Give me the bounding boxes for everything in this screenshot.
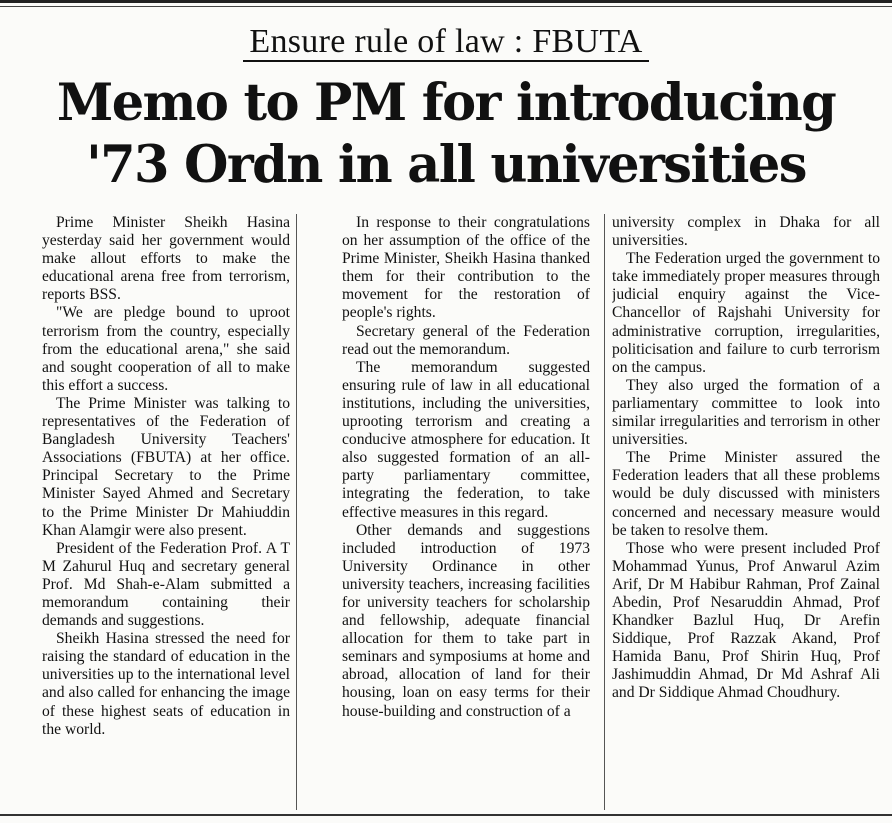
article-column-3: [612, 214, 880, 812]
article-column-2: [342, 214, 590, 812]
paragraph: In response to their congratulations on her assumption of the office of the Prime Minister, Sheikh Hasina thanked them for their contribution to the movement for the restoration of people's rights.: [342, 214, 590, 322]
article-body: [42, 214, 882, 812]
bottom-border-rule: [0, 814, 892, 816]
paragraph-continued: university complex in Dhaka for all universities.: [612, 214, 880, 250]
paragraph: Sheikh Hasina stressed the need for raising the standard of education in the universities up to the international level and also called for enhancing the image of these highest seats of education in the world.: [42, 630, 290, 738]
main-headline: [0, 72, 892, 196]
paragraph: The Federation urged the government to take immediately proper measures through judicial enquiry against the Vice-Chancellor of Rajshahi University for administrative corruption, irregularities, politicisation and failure to curb terrorism on the campus.: [612, 250, 880, 376]
headline-line-1: Memo to PM for introducing: [56, 73, 836, 133]
headline-line-2: '73 Ordn in all universities: [86, 135, 806, 195]
top-thin-rule: [0, 6, 892, 7]
paragraph: The Prime Minister assured the Federation leaders that all these problems would be duly discussed with ministers concerned and necessary measure would be taken to resolve them.: [612, 449, 880, 539]
paragraph: The memorandum suggested ensuring rule of law in all educational institutions, including the universities, uprooting terrorism and creating a conducive atmosphere for education. It also suggested formation of an all-party parliamentary committee, integrating the federation, to take effective measures in this regard.: [342, 358, 590, 521]
paragraph: "We are pledge bound to uproot terrorism from the country, especially from the educational arena," she said and sought cooperation of all to make this effort a success.: [42, 304, 290, 394]
paragraph: Other demands and suggestions included introduction of 1973 University Ordinance in other university teachers, increasing facilities for university teachers for scholarship and fellowship, adequate financial allocation for them to take part in seminars and symposiums at home and abroad, allocation of land for their housing, loan on easy terms for their house-building and construction of a: [342, 521, 590, 720]
paragraph: Secretary general of the Federation read out the memorandum.: [342, 322, 590, 358]
paragraph: They also urged the formation of a parliamentary committee to look into similar irregularities and terrorism in other universities.: [612, 376, 880, 449]
article-column-1: [42, 214, 290, 812]
paragraph: Prime Minister Sheikh Hasina yesterday said her government would make allout efforts to make the educational arena free from terrorism, reports BSS.: [42, 214, 290, 304]
kicker-text: Ensure rule of law : FBUTA: [243, 24, 648, 62]
paragraph: Those who were present included Prof Mohammad Yunus, Prof Anwarul Azim Arif, Dr M Habibur Rahman, Prof Zainal Abedin, Prof Nesaruddin Ahmad, Prof Khandker Bazlul Huq, Dr Arefin Siddique, Prof Razzak Akand, Prof Hamida Banu, Prof Shirin Huq, Prof Jashimuddin Ahmad, Dr Md Ashraf Ali and Dr Siddique Ahmad Choudhury.: [612, 539, 880, 702]
kicker-headline: [0, 22, 892, 62]
paragraph: President of the Federation Prof. A T M Zahurul Huq and secretary general Prof. Md Shah-e-Alam submitted a memorandum containing their demands and suggestions.: [42, 539, 290, 630]
top-border-rule: [0, 0, 892, 3]
paragraph: The Prime Minister was talking to representatives of the Federation of Bangladesh University Teachers' Associations (FBUTA) at her office. Principal Secretary to the Prime Minister Sayed Ahmed and Secretary to the Prime Minister Dr Mahiuddin Khan Alamgir were also present.: [42, 394, 290, 539]
